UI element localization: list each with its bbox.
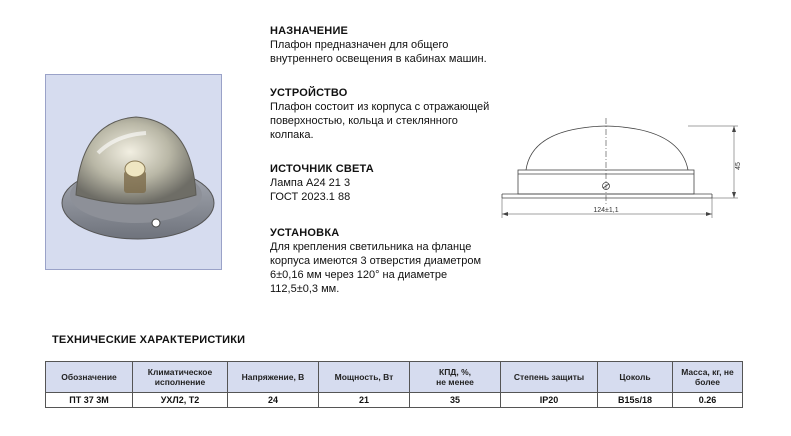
- section-installation: [270, 226, 530, 296]
- header-efficiency: КПД, %, не менее: [410, 362, 501, 393]
- height-dimension-label: 45: [735, 162, 742, 170]
- section-purpose-title: НАЗНАЧЕНИЕ: [270, 25, 349, 37]
- section-installation-line: 6±0,16 мм через 120° на диаметре: [270, 269, 448, 281]
- section-purpose-line: внутреннего освещения в кабинах машин.: [270, 53, 487, 65]
- cell-power: 21: [319, 393, 410, 408]
- cell-voltage: 24: [228, 393, 319, 408]
- ceiling-lamp-image: [46, 75, 223, 271]
- product-photo: [45, 74, 222, 270]
- section-design-line: Плафон состоит из корпуса с отражающей: [270, 101, 490, 113]
- section-installation-line: корпуса имеются 3 отверстия диаметром: [270, 255, 482, 267]
- section-light-source-line: Лампа А24 21 3: [270, 177, 351, 189]
- cell-designation: ПТ 37 3М: [46, 393, 133, 408]
- section-design-title: УСТРОЙСТВО: [270, 87, 348, 99]
- header-protection: Степень защиты: [501, 362, 598, 393]
- width-dimension-label: 124±1,1: [593, 207, 619, 214]
- section-light-source-line: ГОСТ 2023.1 88: [270, 191, 351, 203]
- section-purpose: [270, 24, 530, 66]
- section-design-line: поверхностью, кольца и стеклянного: [270, 115, 458, 127]
- spec-header-row: [46, 362, 743, 393]
- section-light-source-title: ИСТОЧНИК СВЕТА: [270, 163, 374, 175]
- technical-drawing: [490, 108, 760, 228]
- header-power: Мощность, Вт: [319, 362, 410, 393]
- header-designation: Обозначение: [46, 362, 133, 393]
- tech-title: ТЕХНИЧЕСКИЕ ХАРАКТЕРИСТИКИ: [52, 334, 246, 346]
- section-installation-line: 112,5±0,3 мм.: [270, 283, 340, 295]
- cell-mass: 0.26: [673, 393, 743, 408]
- cell-efficiency: 35: [410, 393, 501, 408]
- header-voltage: Напряжение, В: [228, 362, 319, 393]
- cell-protection: IP20: [501, 393, 598, 408]
- header-climate: Климатическое исполнение: [133, 362, 228, 393]
- header-mass: Масса, кг, не более: [673, 362, 743, 393]
- header-socket: Цоколь: [598, 362, 673, 393]
- table-row: [46, 393, 743, 408]
- section-installation-title: УСТАНОВКА: [270, 227, 340, 239]
- spec-table: [45, 361, 743, 408]
- section-installation-line: Для крепления светильника на фланце: [270, 241, 472, 253]
- cell-climate: УХЛ2, Т2: [133, 393, 228, 408]
- cell-socket: B15s/18: [598, 393, 673, 408]
- section-purpose-line: Плафон предназначен для общего: [270, 39, 449, 51]
- section-design-line: колпака.: [270, 129, 314, 141]
